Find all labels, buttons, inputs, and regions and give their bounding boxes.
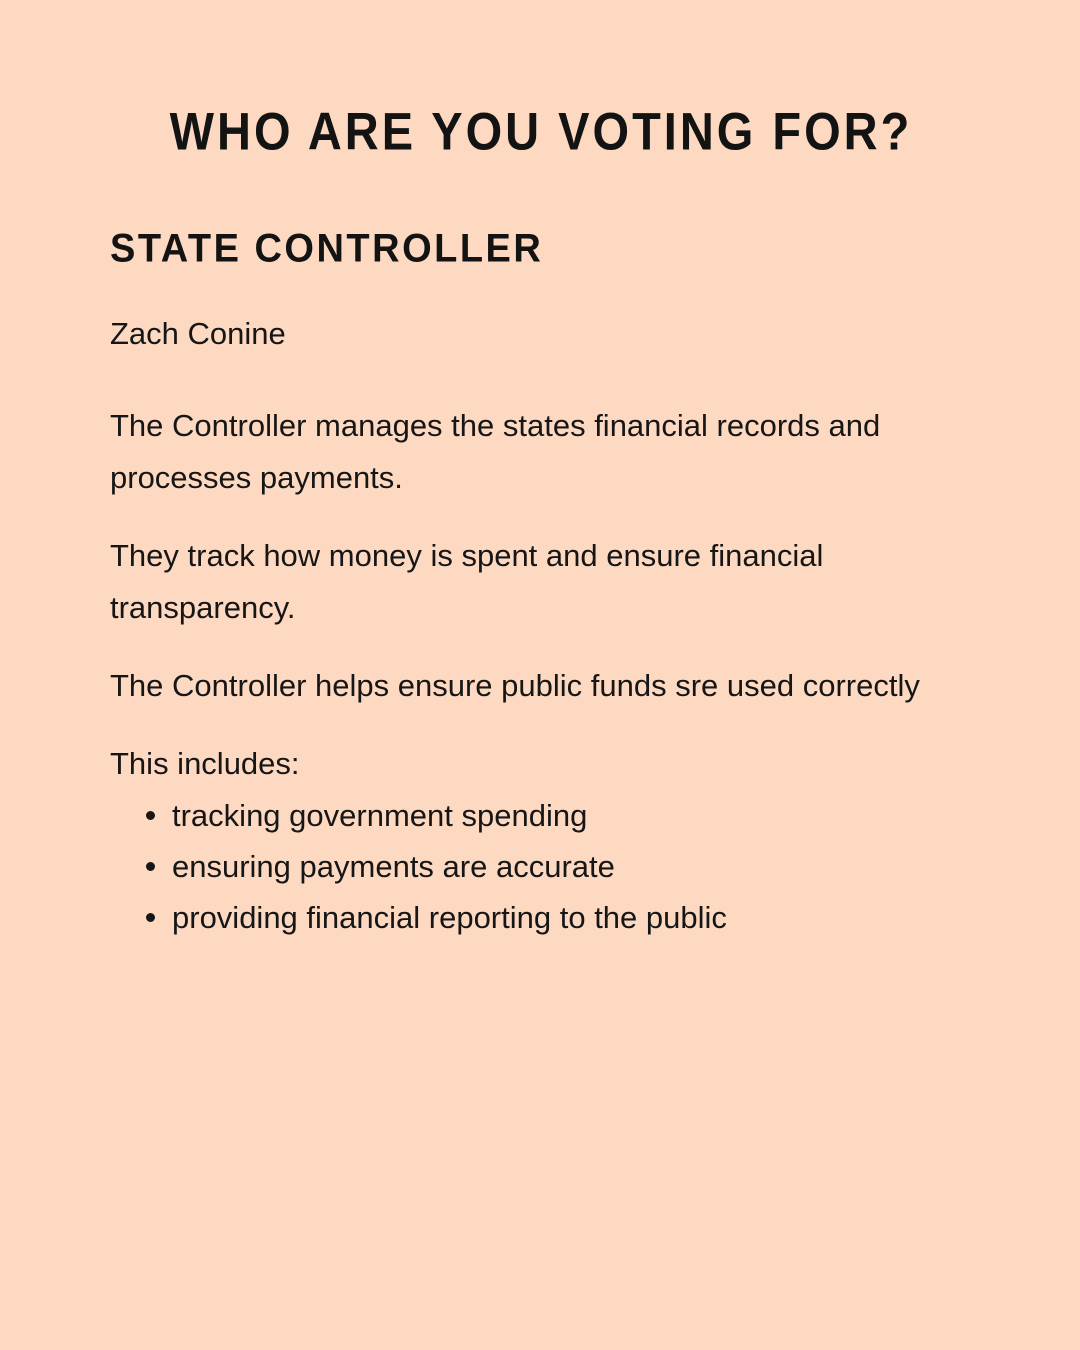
bullet-item-spending: tracking government spending: [110, 790, 972, 841]
candidate-name: Zach Conine: [110, 316, 286, 351]
bullet-item-payments: ensuring payments are accurate: [110, 841, 972, 892]
section-heading: STATE CONTROLLER: [110, 227, 544, 272]
paragraph-includes-intro: This includes:: [110, 746, 300, 781]
duties-bullet-list: [110, 790, 972, 943]
paragraph-controller-role: The Controller manages the states financial records and processes payments.: [110, 408, 881, 495]
paragraph-tracking: They track how money is spent and ensure financial transparency.: [110, 538, 824, 625]
page-title: WHO ARE YOU VOTING FOR?: [169, 101, 913, 161]
paragraph-public-funds: The Controller helps ensure public funds sre used correctly: [110, 668, 920, 703]
bullet-item-reporting: providing financial reporting to the public: [110, 892, 972, 943]
